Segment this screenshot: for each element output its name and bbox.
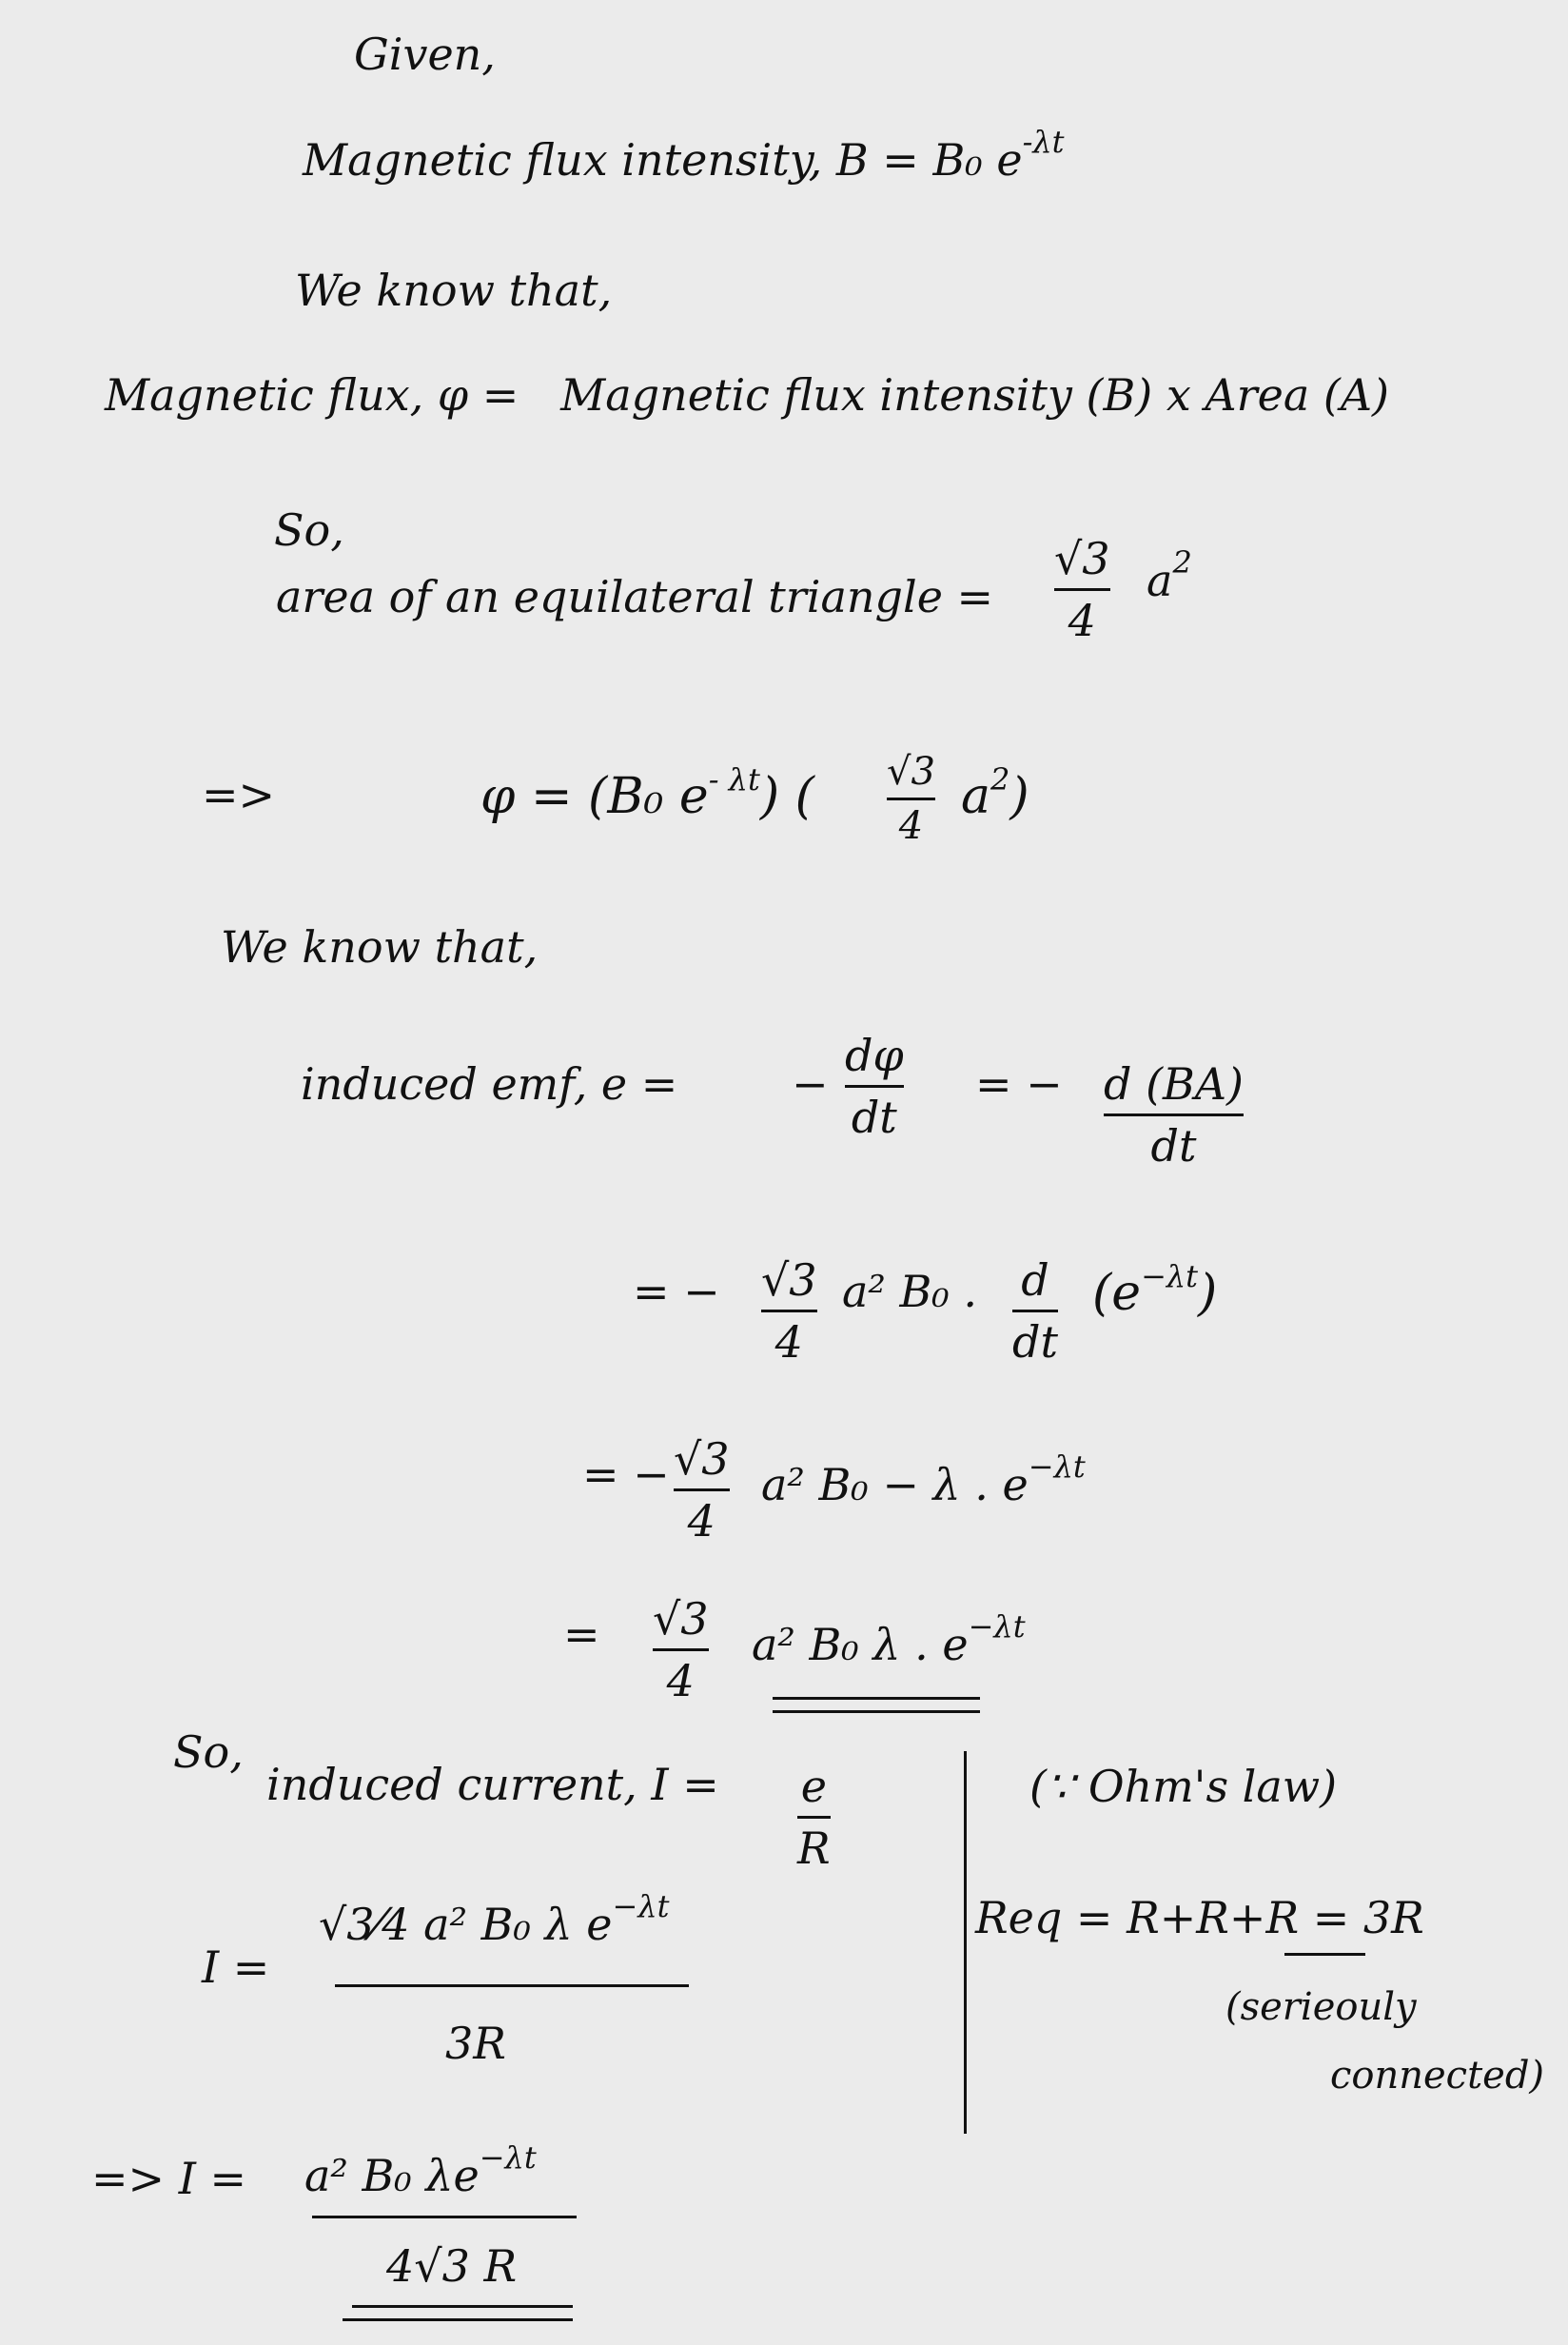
area-label: area of an equilateral triangle = xyxy=(276,571,994,622)
step2-tail-base: a² B₀ − λ . e xyxy=(761,1459,1029,1510)
implies-arrow-1: => xyxy=(202,769,276,820)
phi-lhs: φ = (B₀ e xyxy=(480,768,709,825)
so-label-2: So, xyxy=(173,1726,244,1778)
i-denominator: 3R xyxy=(445,2018,506,2069)
step1-fraction xyxy=(761,1254,817,1368)
phi-fraction-numerator: √3 xyxy=(887,750,935,794)
i-fraction-bar xyxy=(335,1984,689,1987)
emf-fraction-2 xyxy=(1104,1058,1244,1172)
step2-tail-exponent: −λt xyxy=(1028,1448,1086,1485)
phi-fraction-denominator: 4 xyxy=(898,804,924,848)
fraction-bar xyxy=(797,1816,831,1819)
flux-definition-label: Magnetic flux, φ = xyxy=(105,369,519,421)
given-label: Given, xyxy=(354,29,496,80)
step3-tail-exponent: −λt xyxy=(968,1608,1026,1645)
so-label-1: So, xyxy=(274,504,344,556)
step3-fraction-denominator: 4 xyxy=(666,1655,695,1706)
step3-tail-base: a² B₀ λ . e xyxy=(752,1619,969,1670)
emf-eq-2: = − xyxy=(975,1058,1063,1110)
req-underline xyxy=(1284,1953,1365,1956)
final-fraction-bar xyxy=(312,2216,577,2218)
result-underline-2 xyxy=(773,1710,980,1713)
step1-close: ) xyxy=(1198,1265,1218,1322)
req-line: Req = R+R+R = 3R xyxy=(975,1892,1424,1943)
step1-mid: a² B₀ . xyxy=(842,1266,977,1317)
fraction-bar xyxy=(1104,1113,1244,1116)
series-note-2: connected) xyxy=(1330,2054,1545,2098)
final-lhs: => I = xyxy=(91,2153,247,2204)
phi-tail-base: a xyxy=(961,768,991,825)
current-fraction-denominator: R xyxy=(797,1823,831,1874)
final-denominator: 4√3 R xyxy=(386,2240,518,2292)
i-numerator-base: √3⁄4 a² B₀ λ e xyxy=(319,1899,613,1950)
emf-fraction-1 xyxy=(845,1030,904,1143)
area-fraction xyxy=(1054,533,1110,646)
flux-intensity-exponent: -λt xyxy=(1022,124,1065,160)
flux-intensity-label: Magnetic flux intensity, B = xyxy=(303,134,919,186)
phi-close: ) xyxy=(1009,768,1029,825)
ohms-law-note: (∵ Ohm's law) xyxy=(1029,1761,1338,1812)
step1-tail-exponent: −λt xyxy=(1141,1258,1199,1294)
phi-equation xyxy=(480,761,814,825)
emf-label: induced emf, e = xyxy=(301,1058,678,1110)
current-fraction xyxy=(797,1761,831,1874)
step1-derivative-denominator: dt xyxy=(1012,1316,1058,1368)
series-note-1: (serieouly xyxy=(1225,1985,1417,2029)
final-underline-2 xyxy=(343,2318,573,2321)
flux-definition-line xyxy=(105,369,1389,421)
final-numerator-base: a² B₀ λe xyxy=(304,2150,480,2201)
step2-fraction-denominator: 4 xyxy=(687,1495,715,1547)
flux-definition-rhs: Magnetic flux intensity (B) x Area (A) xyxy=(560,369,1389,421)
fraction-bar xyxy=(1012,1310,1058,1312)
step1-tail xyxy=(1092,1258,1217,1322)
vertical-divider xyxy=(964,1751,967,2134)
emf-fraction-2-numerator: d (BA) xyxy=(1104,1058,1244,1110)
step2-fraction xyxy=(674,1433,730,1547)
emf-fraction-1-denominator: dt xyxy=(851,1092,897,1143)
flux-intensity-line xyxy=(303,124,1065,186)
step3-fraction xyxy=(653,1593,709,1706)
we-know-that-2: We know that, xyxy=(221,921,539,973)
final-underline-1 xyxy=(352,2305,573,2308)
step1-tail-base: (e xyxy=(1092,1265,1142,1322)
step1-fraction-numerator: √3 xyxy=(761,1254,817,1306)
area-fraction-denominator: 4 xyxy=(1068,595,1096,646)
i-lhs: I = xyxy=(202,1941,270,1993)
fraction-bar xyxy=(1054,588,1110,591)
current-label: induced current, I = xyxy=(266,1759,719,1810)
fraction-bar xyxy=(653,1648,709,1651)
flux-intensity-expr: B₀ e xyxy=(932,134,1023,186)
emf-fraction-2-denominator: dt xyxy=(1150,1120,1197,1172)
phi-fraction xyxy=(887,750,935,848)
fraction-bar xyxy=(761,1310,817,1312)
step1-fraction-denominator: 4 xyxy=(774,1316,803,1368)
emf-fraction-1-numerator: dφ xyxy=(845,1030,904,1081)
fraction-bar xyxy=(845,1085,904,1088)
step3-fraction-numerator: √3 xyxy=(653,1593,709,1645)
phi-tail-exponent: 2 xyxy=(990,761,1010,798)
area-tail xyxy=(1147,544,1192,606)
step2-fraction-numerator: √3 xyxy=(674,1433,730,1485)
phi-mid: ) ( xyxy=(759,768,814,825)
area-tail-exponent: 2 xyxy=(1172,544,1192,581)
step3-prefix: = xyxy=(563,1608,600,1660)
step3-tail xyxy=(752,1608,1026,1670)
area-tail-base: a xyxy=(1147,555,1173,606)
emf-minus: − xyxy=(792,1058,829,1110)
i-numerator-exponent: −λt xyxy=(612,1888,670,1924)
step1-prefix: = − xyxy=(633,1266,720,1317)
i-numerator xyxy=(319,1888,669,1950)
final-numerator xyxy=(304,2139,537,2201)
we-know-that-1: We know that, xyxy=(295,265,613,316)
fraction-bar xyxy=(674,1488,730,1491)
current-fraction-numerator: e xyxy=(800,1761,827,1812)
area-fraction-numerator: √3 xyxy=(1054,533,1110,584)
phi-tail xyxy=(961,761,1029,825)
step1-derivative xyxy=(1012,1254,1058,1368)
step2-tail xyxy=(761,1448,1086,1510)
step2-prefix: = − xyxy=(582,1448,670,1500)
final-numerator-exponent: −λt xyxy=(479,2139,537,2176)
phi-exponent: - λt xyxy=(708,761,760,798)
result-underline-1 xyxy=(773,1697,980,1700)
step1-derivative-numerator: d xyxy=(1021,1254,1049,1306)
fraction-bar xyxy=(887,798,935,800)
